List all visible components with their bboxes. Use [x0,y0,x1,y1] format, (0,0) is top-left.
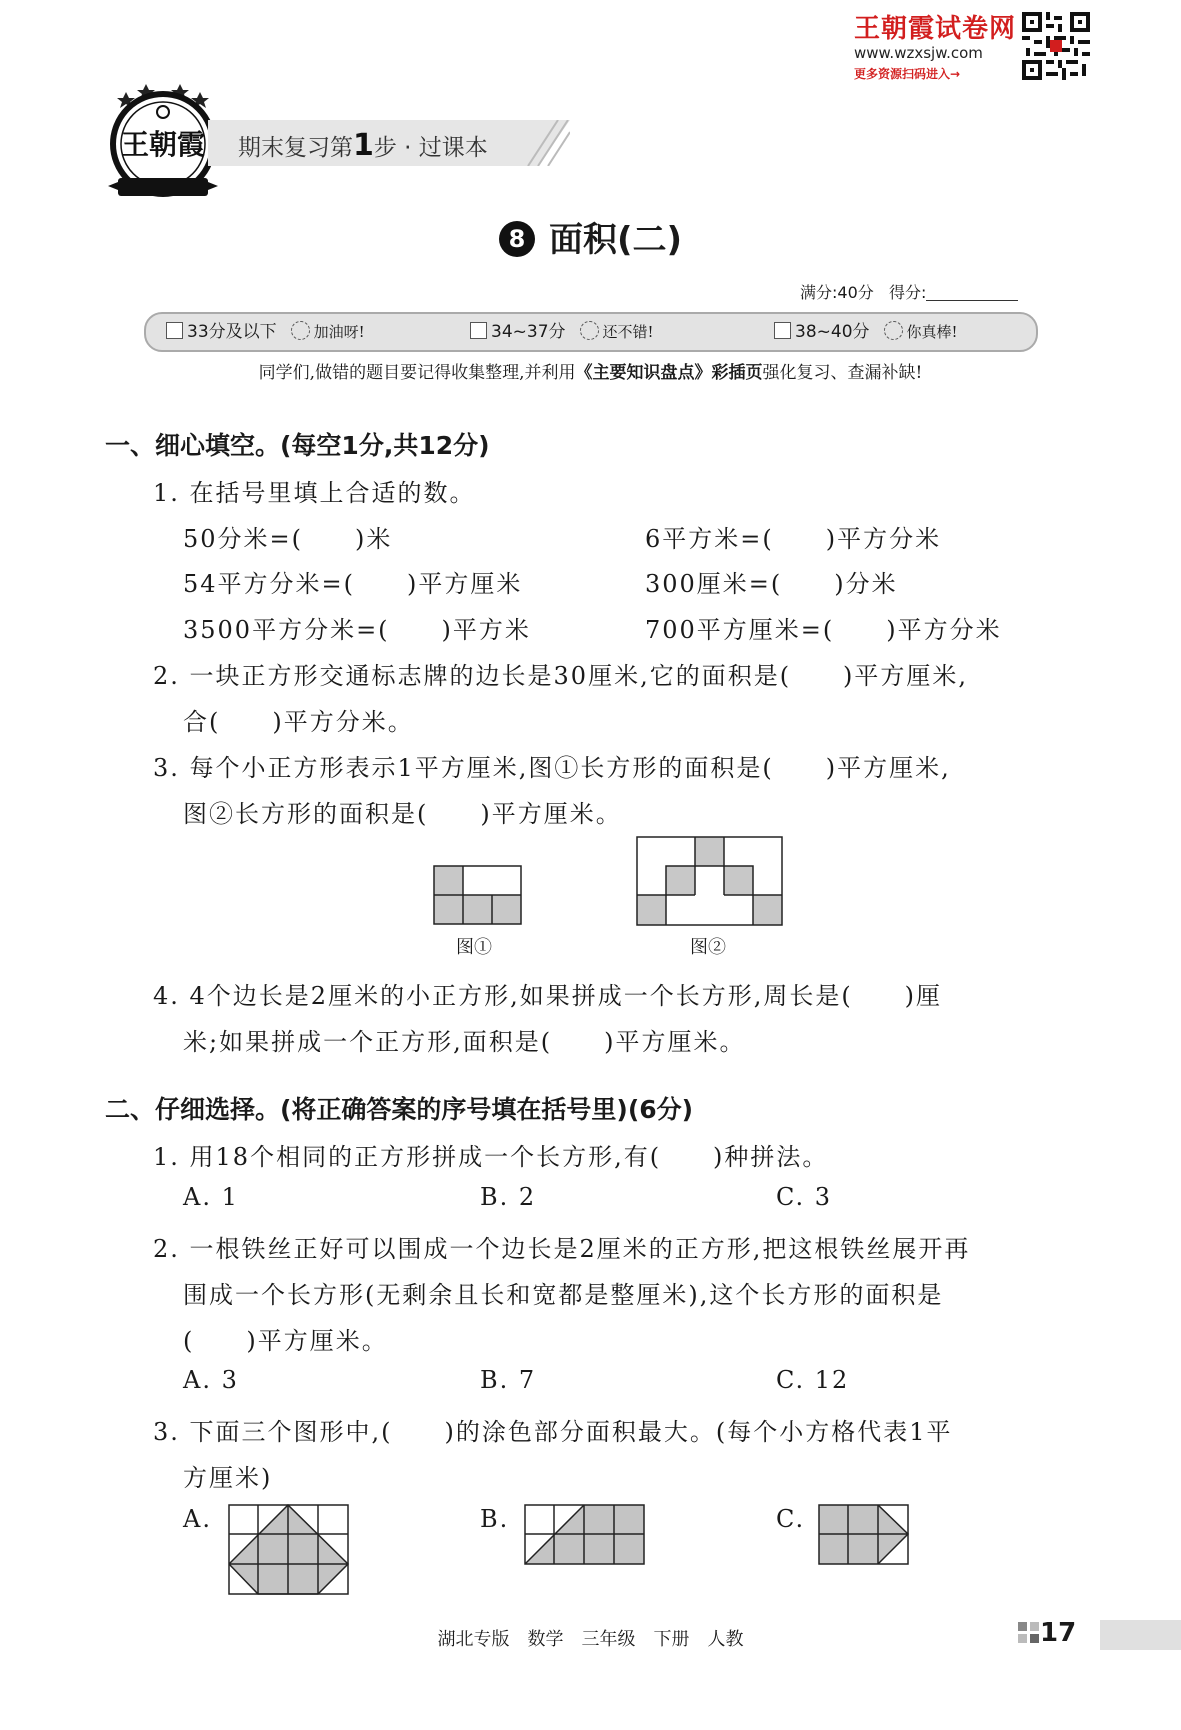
page-number-bar [1100,1620,1181,1650]
section-1-heading: 一、细心填空。(每空1分,共12分) [105,431,490,460]
s2-q3-line: 方厘米) [183,1464,273,1492]
s2-q2-line: 2. 一根铁丝正好可以围成一个边长是2厘米的正方形,把这根铁丝展开再 [153,1235,971,1263]
wangzhaoxia-logo [104,78,222,206]
title-number-badge: 8 [499,221,535,257]
banner-pre: 期末复习第 [238,135,353,161]
grade-bar [144,312,1038,352]
s1-q1-item: 54平方分米=( )平方厘米 [183,570,523,598]
s2-q2-option[interactable]: C. 12 [776,1366,850,1394]
smiley-icon [291,321,310,340]
s2-q3-option-c[interactable]: C. [776,1505,806,1533]
s1-q4-line: 4. 4个边长是2厘米的小正方形,如果拼成一个长方形,周长是( )厘 [153,982,943,1010]
footer-text: 湖北专版 数学 三年级 下册 人教 [437,1629,744,1650]
checkbox-icon[interactable] [774,322,791,339]
hint-line [0,358,1181,383]
s1-q1-item: 6平方米=( )平方分米 [645,525,942,553]
hint-pre: 同学们,做错的题目要记得收集整理,并利用 [258,363,576,383]
s1-q1-item: 700平方厘米=( )平方分米 [645,616,1002,644]
s2-q2-line: 围成一个长方形(无剩余且长和宽都是整厘米),这个长方形的面积是 [183,1281,944,1309]
score-blank[interactable] [926,284,1018,301]
s1-q3-line: 3. 每个小正方形表示1平方厘米,图①长方形的面积是( )平方厘米, [153,754,951,782]
banner-step-number: 1 [353,128,374,163]
s2-q1-option[interactable]: A. 1 [183,1183,239,1211]
page-title [0,212,1181,261]
hint-post: 强化复习、查漏补缺! [762,363,923,383]
grade-note: 你真棒! [906,323,958,341]
grade-range: 33分及以下 [187,322,277,342]
figure-1-label: 图① [456,937,492,958]
s1-q2-line: 合( )平方分米。 [183,708,414,736]
title-text: 面积(二) [548,220,683,260]
score-line [800,280,1018,303]
figure-2-label: 图② [690,937,726,958]
s1-q1-item: 300厘米=( )分米 [645,570,898,598]
option-c-figure [818,1504,910,1566]
chapter-banner [208,120,568,166]
s1-q2-line: 2. 一块正方形交通标志牌的边长是30厘米,它的面积是( )平方厘米, [153,662,969,690]
s1-q1-item: 50分米=( )米 [183,525,393,553]
s2-q3-line: 3. 下面三个图形中,( )的涂色部分面积最大。(每个小方格代表1平 [153,1418,953,1446]
checkbox-icon[interactable] [166,322,183,339]
score-label: 得分: [889,283,927,302]
checkbox-icon[interactable] [470,322,487,339]
s2-q1-stem: 1. 用18个相同的正方形拼成一个长方形,有( )种拼法。 [153,1143,829,1171]
grade-seg-2 [470,318,654,346]
section-2-heading: 二、仔细选择。(将正确答案的序号填在括号里)(6分) [105,1095,694,1124]
smiley-icon [884,321,903,340]
logo-text: 王朝霞 [120,128,206,161]
banner-post: 步 · 过课本 [373,135,488,161]
hint-bold: 《主要知识盘点》彩插页 [575,363,763,383]
s2-q3-option-b[interactable]: B. [480,1505,510,1533]
s2-q2-option[interactable]: A. 3 [183,1366,239,1394]
brand-block [850,8,1090,84]
option-a-figure [228,1504,350,1596]
s2-q2-option[interactable]: B. 7 [480,1366,537,1394]
s2-q1-option[interactable]: B. 2 [480,1183,537,1211]
page-corner-icon [1018,1622,1040,1648]
brand-name: 王朝霞试卷网 [854,14,1017,44]
grade-note: 加油呀! [313,323,365,341]
s1-q1-item: 3500平方分米=( )平方米 [183,616,531,644]
full-score: 满分:40分 [800,283,874,302]
brand-url[interactable]: www.wzxsjw.com [854,44,983,62]
s1-q3-line: 图②长方形的面积是( )平方厘米。 [183,800,622,828]
grade-range: 34~37分 [491,322,566,342]
grade-note: 还不错! [602,323,654,341]
s2-q1-option[interactable]: C. 3 [776,1183,833,1211]
option-b-figure [524,1504,646,1566]
figure-1-grid [433,865,523,927]
figure-2-grid [636,836,784,927]
grade-seg-1 [166,318,365,346]
s2-q3-option-a[interactable]: A. [183,1505,212,1533]
s1-q1-stem: 1. 在括号里填上合适的数。 [153,479,476,507]
smiley-icon [580,321,599,340]
s2-q2-line: ( )平方厘米。 [183,1327,388,1355]
grade-seg-3 [774,318,958,346]
grade-range: 38~40分 [795,322,870,342]
page-number: 17 [1040,1618,1077,1648]
qr-code-icon[interactable] [1022,12,1090,80]
brand-more-text: 更多资源扫码进入→ [854,67,961,81]
s1-q4-line: 米;如果拼成一个正方形,面积是( )平方厘米。 [183,1028,746,1056]
